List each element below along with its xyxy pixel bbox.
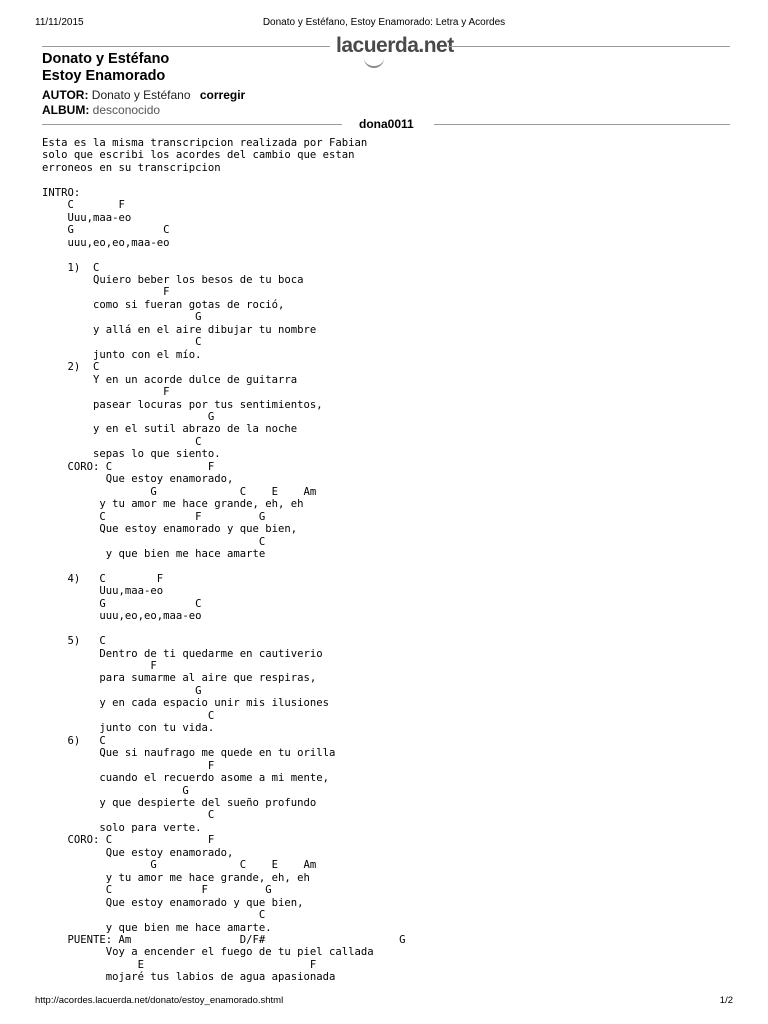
- tab-line: F: [42, 660, 157, 673]
- tab-line: 2) C: [42, 361, 100, 374]
- tab-line: C: [42, 336, 202, 349]
- tab-line: C: [42, 535, 266, 548]
- header-divider-right: [448, 46, 730, 47]
- tab-line: cuando el recuerdo asome a mi mente,: [42, 772, 330, 785]
- album-label: ALBUM:: [42, 103, 90, 117]
- tab-line: Voy a encender el fuego de tu piel callada: [42, 946, 374, 959]
- tab-line: G: [42, 410, 215, 423]
- corregir-link[interactable]: corregir: [199, 88, 246, 102]
- tab-line: 6) C: [42, 734, 106, 747]
- tab-line: [42, 560, 406, 572]
- tab-line: PUENTE: Am D/F# G: [42, 934, 406, 946]
- tab-line: Uuu,maa-eo: [42, 211, 132, 224]
- tab-line: y en el sutil abrazo de la noche: [42, 423, 298, 436]
- tab-line: C F G: [42, 510, 266, 523]
- tab-line: Y en un acorde dulce de guitarra: [42, 373, 298, 386]
- tab-line: E F: [42, 958, 317, 971]
- tab-line: C F G: [42, 884, 272, 897]
- tab-line: y tu amor me hace grande, eh, eh: [42, 871, 310, 884]
- tab-line: para sumarme al aire que respiras,: [42, 672, 317, 685]
- tab-line: CORO: C F: [42, 460, 215, 473]
- tab-line: INTRO:: [42, 186, 81, 199]
- tab-line: solo que escribi los acordes del cambio que estan: [42, 149, 355, 162]
- print-header: [0, 17, 768, 31]
- chord-tab: [42, 137, 406, 984]
- transcriber-divider-left: [42, 124, 342, 125]
- site-logo[interactable]: lacuerda.net: [336, 34, 454, 57]
- autor-label: AUTOR:: [42, 88, 89, 102]
- tab-line: junto con tu vida.: [42, 722, 215, 735]
- print-page-number: 1/2: [719, 995, 733, 1006]
- tab-line: C: [42, 809, 215, 822]
- album-value: desconocido: [92, 103, 161, 117]
- tab-line: 4) C F: [42, 572, 164, 585]
- tab-line: G C E Am: [42, 485, 317, 498]
- tab-line: C: [42, 909, 266, 922]
- tab-line: F: [42, 286, 170, 299]
- tab-line: Quiero beber los besos de tu boca: [42, 273, 304, 286]
- logo-swoosh-icon: [364, 58, 384, 68]
- tab-line: erroneos en su transcripcion: [42, 161, 221, 174]
- tab-line: G C E Am: [42, 859, 317, 872]
- tab-line: solo para verte.: [42, 821, 202, 834]
- tab-line: como si fueran gotas de roció,: [42, 298, 285, 311]
- tab-line: [42, 623, 406, 635]
- tab-line: y que despierte del sueño profundo: [42, 797, 317, 810]
- tab-line: [42, 174, 406, 186]
- tab-line: [42, 249, 406, 261]
- tab-line: Que estoy enamorado y que bien,: [42, 896, 304, 909]
- tab-line: Que estoy enamorado,: [42, 473, 234, 486]
- print-footer: [0, 995, 768, 1009]
- print-url: http://acordes.lacuerda.net/donato/estoy_enamorado.shtml: [35, 995, 284, 1006]
- tab-line: sepas lo que siento.: [42, 448, 221, 461]
- tab-line: Que estoy enamorado y que bien,: [42, 523, 298, 536]
- tab-line: uuu,eo,eo,maa-eo: [42, 236, 170, 249]
- tab-line: 5) C: [42, 635, 106, 648]
- transcriber-name[interactable]: dona0011: [359, 117, 414, 131]
- tab-line: G: [42, 784, 189, 797]
- tab-line: Dentro de ti quedarme en cautiverio: [42, 647, 323, 660]
- autor-value[interactable]: Donato y Estéfano: [91, 88, 191, 102]
- tab-line: G: [42, 311, 202, 324]
- tab-line: G: [42, 684, 202, 697]
- tab-line: Que si naufrago me quede en tu orilla: [42, 747, 336, 760]
- tab-line: F: [42, 759, 215, 772]
- album-row: [42, 103, 160, 117]
- tab-line: Uuu,maa-eo: [42, 585, 164, 598]
- tab-line: uuu,eo,eo,maa-eo: [42, 610, 202, 623]
- tab-line: Esta es la misma transcripcion realizada por Fabian: [42, 137, 368, 149]
- header-divider-left: [42, 46, 330, 47]
- tab-line: Que estoy enamorado,: [42, 846, 234, 859]
- tab-line: C: [42, 435, 202, 448]
- tab-line: C F: [42, 199, 125, 212]
- tab-line: y que bien me hace amarte: [42, 547, 266, 560]
- transcriber-divider-right: [434, 124, 730, 125]
- tab-line: y en cada espacio unir mis ilusiones: [42, 697, 330, 710]
- tab-line: F: [42, 386, 170, 399]
- tab-line: C: [42, 709, 215, 722]
- song-title: Estoy Enamorado: [42, 68, 166, 84]
- tab-line: G C: [42, 597, 202, 610]
- tab-line: 1) C: [42, 261, 100, 274]
- song-artist: Donato y Estéfano: [42, 51, 170, 67]
- tab-line: y que bien me hace amarte.: [42, 921, 272, 934]
- tab-line: y allá en el aire dibujar tu nombre: [42, 323, 317, 336]
- tab-line: G C: [42, 224, 170, 237]
- autor-row: [42, 88, 245, 102]
- tab-line: pasear locuras por tus sentimientos,: [42, 398, 323, 411]
- print-date: 11/11/2015: [35, 17, 84, 28]
- tab-line: mojaré tus labios de agua apasionada: [42, 971, 336, 984]
- print-page-title: Donato y Estéfano, Estoy Enamorado: Letra y Acordes: [262, 17, 506, 28]
- tab-line: y tu amor me hace grande, eh, eh: [42, 498, 304, 511]
- tab-line: junto con el mío.: [42, 348, 202, 361]
- tab-line: CORO: C F: [42, 834, 215, 847]
